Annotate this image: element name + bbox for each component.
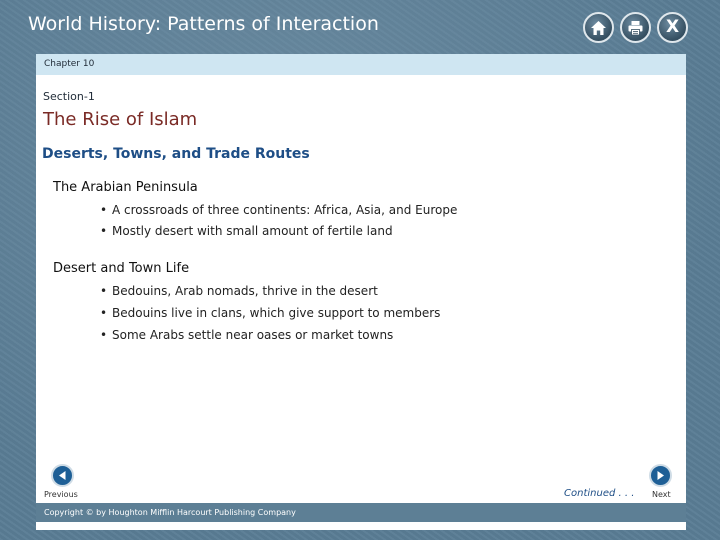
close-button[interactable] [657, 12, 688, 43]
bullet-icon: • [100, 203, 108, 217]
previous-button[interactable] [51, 464, 74, 487]
bullet-icon: • [100, 224, 108, 238]
bullet-text: Some Arabs settle near oases or market towns [112, 328, 394, 342]
bullet-icon: • [100, 284, 108, 298]
home-button[interactable] [583, 12, 614, 43]
previous-label[interactable]: Previous [44, 490, 78, 499]
bullet-text: Bedouins, Arab nomads, thrive in the desert [112, 284, 378, 298]
bullet-text: A crossroads of three continents: Africa, Asia, and Europe [112, 203, 458, 217]
top-toolbar [583, 12, 688, 43]
bullet-text: Bedouins live in clans, which give support to members [112, 306, 441, 320]
chapter-bar [36, 54, 686, 75]
topic-heading: The Arabian Peninsula [53, 180, 198, 195]
bullet-text: Mostly desert with small amount of fertile land [112, 224, 393, 238]
list-item [100, 304, 440, 326]
bullet-list [100, 282, 440, 348]
home-icon [590, 20, 607, 36]
slide-panel [36, 54, 686, 530]
next-button[interactable] [649, 464, 672, 487]
section-title: The Rise of Islam [43, 109, 198, 130]
topic-heading: Desert and Town Life [53, 261, 190, 276]
list-item [100, 222, 457, 243]
close-icon: X [665, 17, 680, 37]
arrow-right-icon [655, 466, 666, 485]
chapter-label: Chapter 10 [44, 59, 95, 69]
print-icon [627, 20, 644, 36]
list-item [100, 326, 440, 348]
next-label[interactable]: Next [652, 490, 671, 499]
section-label: Section-1 [43, 90, 95, 103]
app-title: World History: Patterns of Interaction [28, 13, 379, 35]
print-button[interactable] [620, 12, 651, 43]
list-item [100, 282, 440, 304]
bullet-icon: • [100, 306, 108, 320]
bullet-icon: • [100, 328, 108, 342]
arrow-left-icon [57, 466, 68, 485]
bullet-list [100, 201, 457, 243]
subheading: Deserts, Towns, and Trade Routes [42, 146, 310, 162]
copyright-text: Copyright © by Houghton Mifflin Harcourt Publishing Company [44, 508, 296, 517]
footer-bar [36, 503, 686, 522]
list-item [100, 201, 457, 222]
continued-label: Continued . . . [564, 488, 635, 499]
